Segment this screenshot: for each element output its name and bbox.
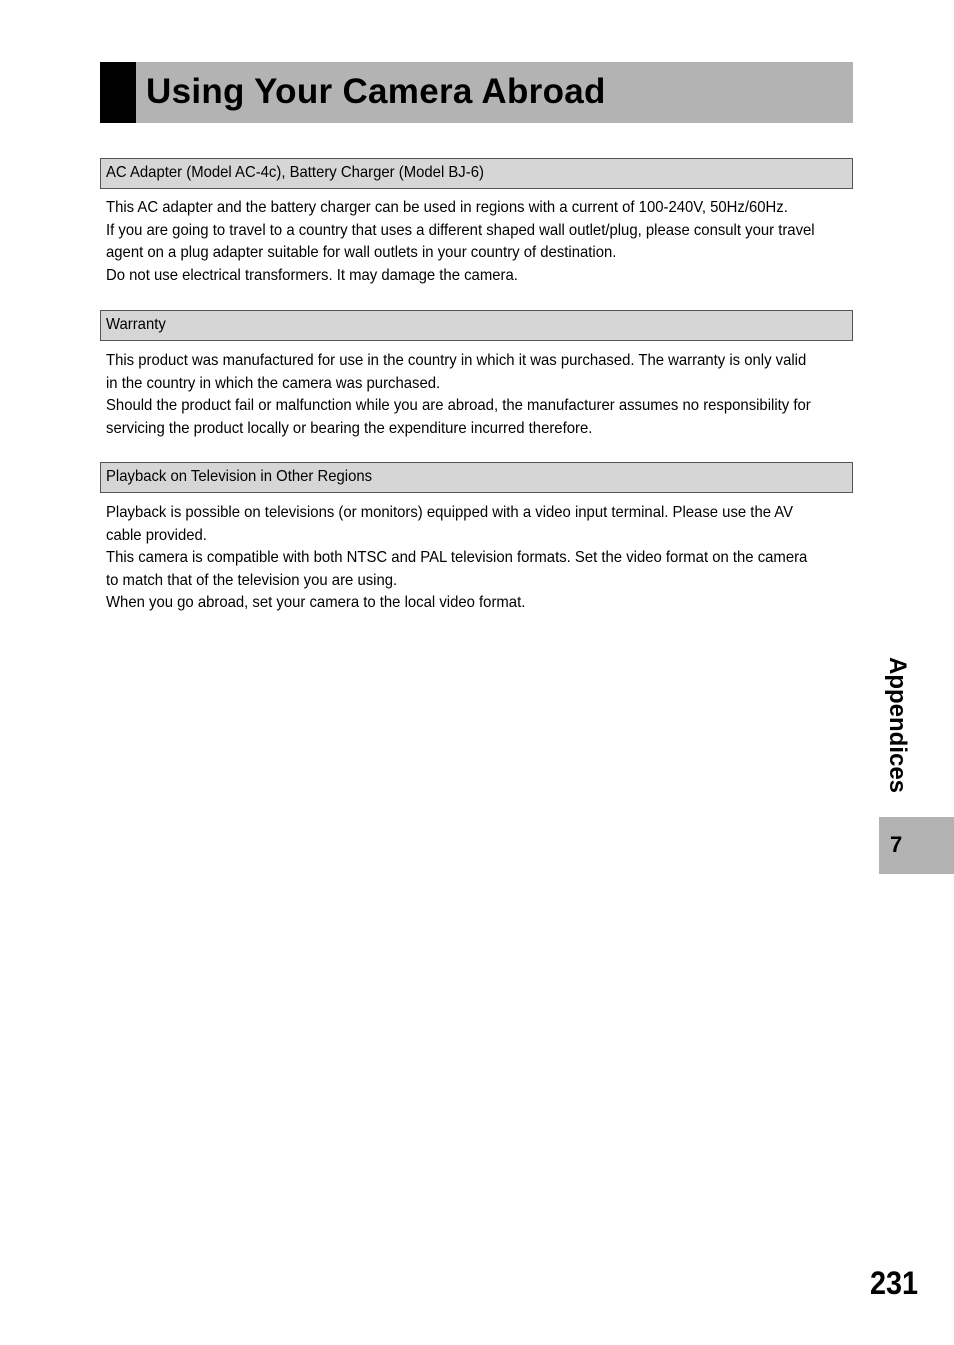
section-heading-text: AC Adapter (Model AC-4c), Battery Charger (Model BJ-6) bbox=[106, 164, 484, 181]
chapter-side-label bbox=[881, 657, 915, 807]
paragraph-line: to match that of the television you are using. bbox=[106, 571, 398, 589]
section-body-ac-adapter bbox=[106, 197, 906, 287]
section-heading-text: Warranty bbox=[106, 316, 166, 333]
paragraph-line: Should the product fail or malfunction while you are abroad, the manufacturer assumes no responsibility for bbox=[106, 397, 811, 414]
paragraph-line: cable provided. bbox=[106, 526, 207, 544]
chapter-tab bbox=[879, 817, 954, 874]
paragraph-line: Do not use electrical transformers. It may damage the camera. bbox=[106, 266, 518, 284]
paragraph-line: Playback is possible on televisions (or monitors) equipped with a video input terminal. Please use the AV bbox=[106, 504, 794, 521]
section-heading-warranty bbox=[100, 310, 853, 341]
page-number: 231 bbox=[870, 1265, 919, 1301]
chapter-number: 7 bbox=[890, 832, 903, 857]
paragraph-line: agent on a plug adapter suitable for wall outlets in your country of destination. bbox=[106, 244, 617, 261]
section-body-playback bbox=[106, 502, 906, 615]
page-title: Using Your Camera Abroad bbox=[146, 72, 606, 111]
section-body-warranty bbox=[106, 350, 906, 440]
paragraph-line: When you go abroad, set your camera to the local video format. bbox=[106, 594, 526, 611]
paragraph-line: If you are going to travel to a country that uses a different shaped wall outlet/plug, please consult your travel bbox=[106, 221, 815, 239]
paragraph-line: This product was manufactured for use in the country in which it was purchased. The warranty is only valid bbox=[106, 352, 807, 369]
title-marker-block bbox=[100, 62, 136, 123]
page-title-bar bbox=[100, 62, 853, 123]
paragraph-line: This camera is compatible with both NTSC and PAL television formats. Set the video format on the camera bbox=[106, 549, 808, 566]
section-heading-playback bbox=[100, 462, 853, 493]
section-heading-text: Playback on Television in Other Regions bbox=[106, 468, 373, 485]
paragraph-line: in the country in which the camera was purchased. bbox=[106, 374, 441, 392]
paragraph-line: This AC adapter and the battery charger can be used in regions with a current of 100-240V, 50Hz/60Hz. bbox=[106, 199, 788, 216]
section-heading-ac-adapter bbox=[100, 158, 853, 189]
chapter-side-label-text: Appendices bbox=[884, 657, 911, 794]
paragraph-line: servicing the product locally or bearing the expenditure incurred therefore. bbox=[106, 419, 593, 437]
